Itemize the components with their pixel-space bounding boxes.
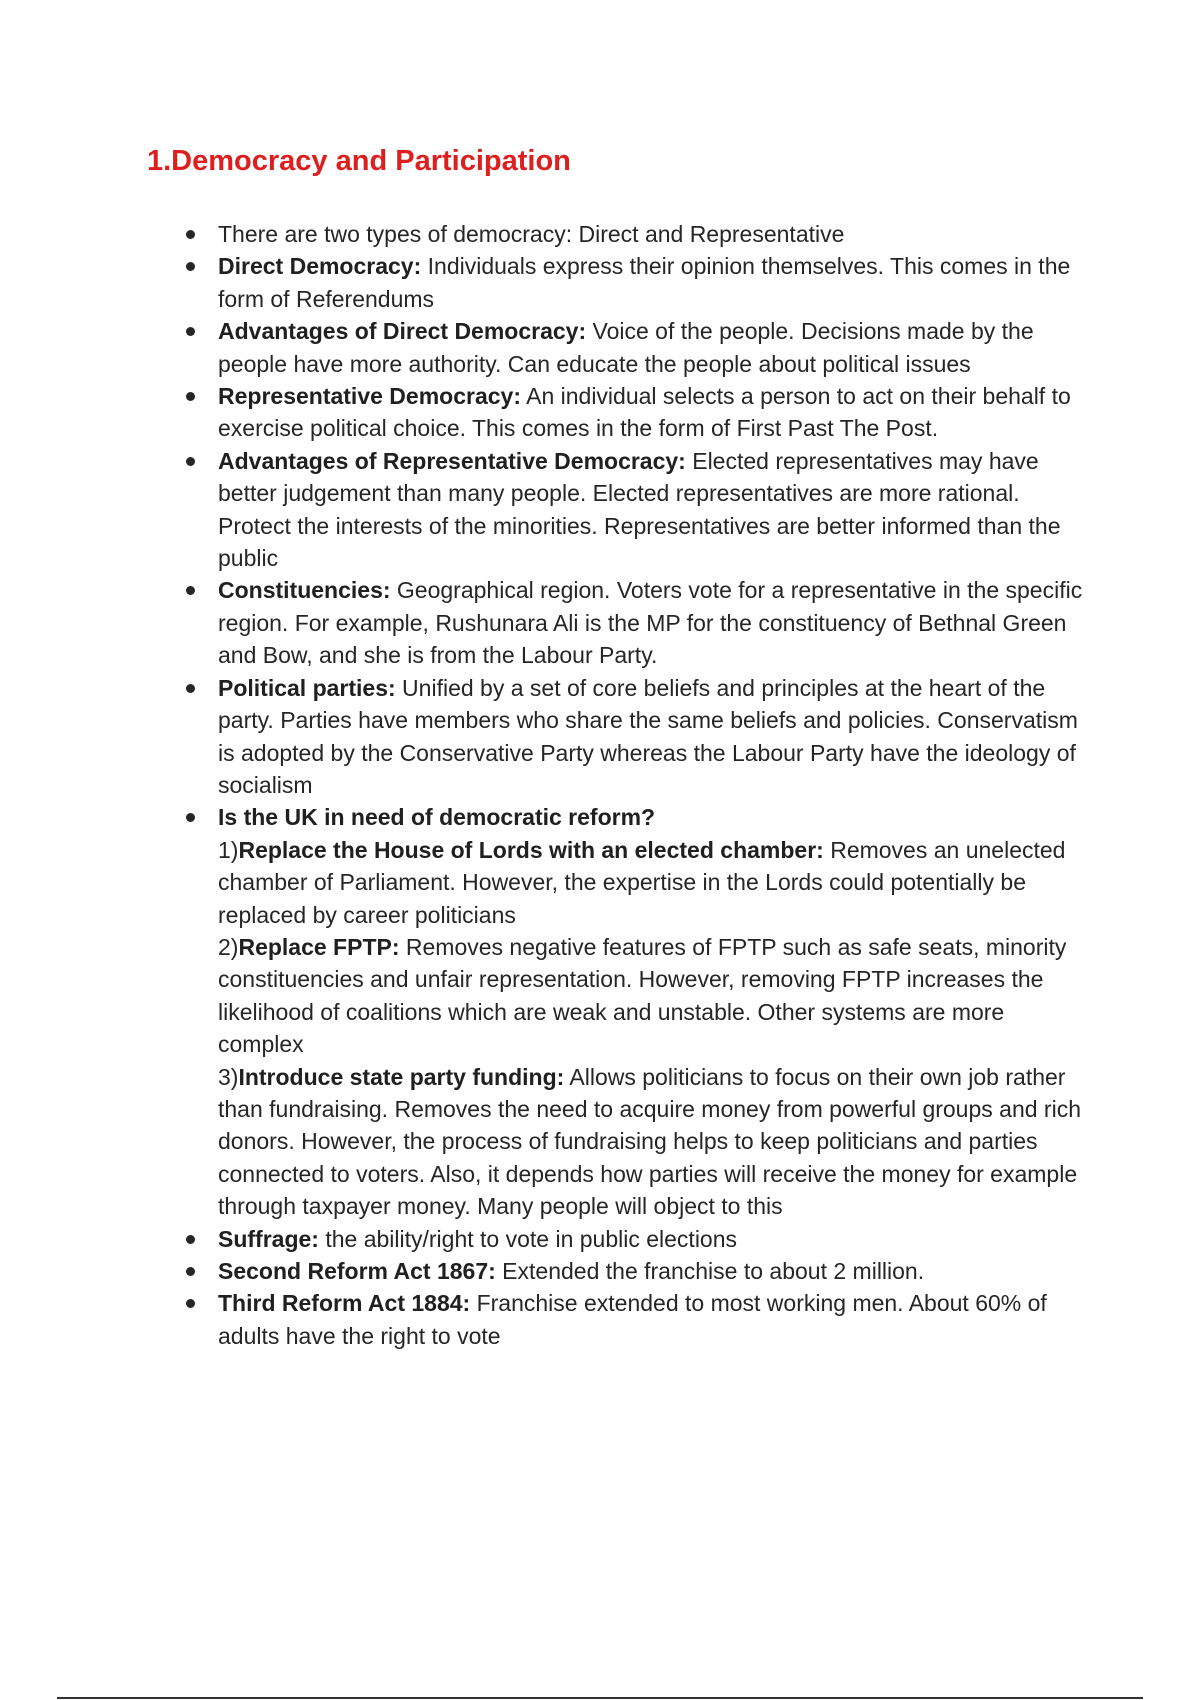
reform-point-fptp xyxy=(218,931,1091,1061)
item-text: An individual selects a person to act on their behalf to exercise political choice. This comes in the form of First Past The Post. xyxy=(218,383,1071,442)
reform-term: Replace FPTP: xyxy=(238,933,400,960)
item-text: Franchise extended to most working men. About 60% of adults have the right to vote xyxy=(218,1290,1047,1349)
item-text: Individuals express their opinion themselves. This comes in the form of Referendums xyxy=(218,253,1071,312)
item-term: Political parties: xyxy=(218,674,396,701)
list-item-democracy-types xyxy=(186,218,1091,250)
list-item-democratic-reform xyxy=(186,801,1091,1222)
page-title: 1.Democracy and Participation xyxy=(147,145,571,177)
item-term: Third Reform Act 1884: xyxy=(218,1290,471,1317)
reform-number: 2) xyxy=(218,933,239,960)
item-text: Elected representatives may have better judgement than many people. Elected representatives are more rational. Protect the interests of the minorities. Representatives are better informed than the public xyxy=(218,447,1061,572)
list-item-representative-democracy xyxy=(186,380,1091,445)
item-text: There are two types of democracy: Direct and Representative xyxy=(218,221,845,247)
item-term: Second Reform Act 1867: xyxy=(218,1258,496,1284)
footer-divider xyxy=(57,1697,1143,1699)
list-item-political-parties xyxy=(186,672,1091,802)
notes-list xyxy=(186,218,1091,1352)
reform-point-lords xyxy=(218,834,1091,931)
item-term: Constituencies: xyxy=(218,577,391,604)
item-term: Advantages of Direct Democracy: xyxy=(218,318,587,345)
reform-text: Removes negative features of FPTP such as safe seats, minority constituencies and unfair representation. However, removing FPTP increases the likelihood of coalitions which are weak and unstable. Other systems are more complex xyxy=(218,933,1067,1058)
item-term: Representative Democracy: xyxy=(218,383,521,410)
item-text: Geographical region. Voters vote for a representative in the specific region. For example, Rushunara Ali is the MP for the constituency of Bethnal Green and Bow, and she is from the Labour Party. xyxy=(218,577,1083,669)
item-term: Direct Democracy: xyxy=(218,253,422,280)
reform-number: 1) xyxy=(218,836,239,863)
item-term: Advantages of Representative Democracy: xyxy=(218,447,686,474)
item-text: Unified by a set of core beliefs and principles at the heart of the party. Parties have members who share the same beliefs and policies. Conservatism is adopted by the Conservative Party whereas the Labour Party have the ideology of socialism xyxy=(218,674,1078,798)
list-item-constituencies xyxy=(186,574,1091,671)
item-text: Extended the franchise to about 2 million. xyxy=(495,1258,925,1284)
item-term: Is the UK in need of democratic reform? xyxy=(218,804,656,831)
list-item-direct-democracy xyxy=(186,250,1091,315)
reform-number: 3) xyxy=(218,1063,239,1090)
reform-point-state-funding xyxy=(218,1061,1091,1223)
item-text: Voice of the people. Decisions made by the people have more authority. Can educate the people about political issues xyxy=(218,318,1034,377)
reform-text: Removes an unelected chamber of Parliament. However, the expertise in the Lords could potentially be replaced by career politicians xyxy=(218,836,1066,928)
list-item-third-reform-act xyxy=(186,1287,1091,1352)
reform-term: Replace the House of Lords with an elected chamber: xyxy=(238,836,824,863)
reform-term: Introduce state party funding: xyxy=(238,1063,565,1090)
list-item-advantages-representative xyxy=(186,445,1091,575)
list-item-suffrage xyxy=(186,1223,1091,1255)
item-text: the ability/right to vote in public elections xyxy=(318,1225,738,1252)
list-item-second-reform-act xyxy=(186,1255,1091,1287)
reform-text: Allows politicians to focus on their own job rather than fundraising. Removes the need to acquire money from powerful groups and rich donors. However, the process of fundraising helps to keep politicians and parties connected to voters. Also, it depends how parties will receive the money for example through taxpayer money. Many people will object to this xyxy=(218,1063,1081,1220)
list-item-advantages-direct xyxy=(186,315,1091,380)
item-term: Suffrage: xyxy=(218,1225,319,1252)
